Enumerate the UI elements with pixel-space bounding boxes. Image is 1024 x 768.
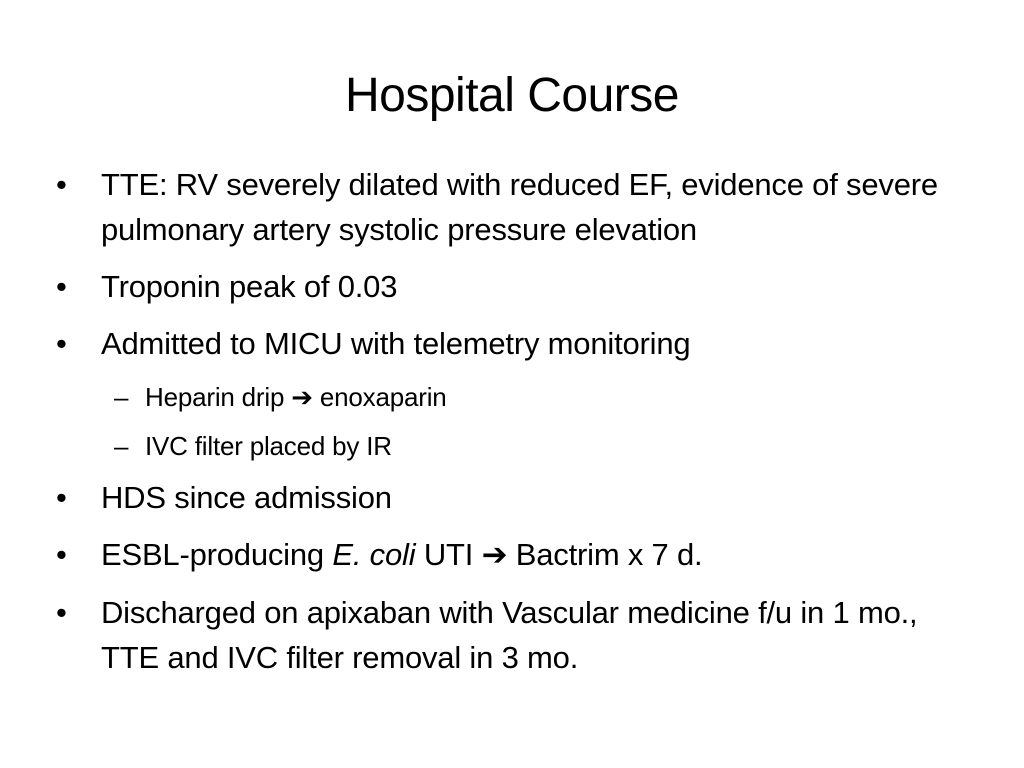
bullet-item-esbl	[56, 532, 956, 578]
bullet-text: HDS since admission	[101, 480, 392, 515]
bullet-text: Troponin peak of 0.03	[101, 269, 398, 304]
bullet-marker: •	[56, 480, 67, 515]
bullet-item-tte	[56, 162, 941, 252]
sub-bullet-item-ivc	[56, 423, 956, 469]
bullet-item-hds	[56, 475, 956, 520]
sub-bullet-text-pre: Heparin drip	[145, 382, 292, 412]
slide-title: Hospital Course	[345, 69, 679, 122]
bullet-text-mid: UTI	[415, 537, 482, 572]
bullet-text: Discharged on apixaban with Vascular medicine f/u in 1 mo., TTE and IVC filter removal in 3 mo.	[101, 595, 918, 675]
bullet-marker: •	[56, 269, 67, 304]
bullet-marker: •	[56, 595, 67, 630]
dash-marker: –	[114, 431, 129, 461]
sub-bullet-text: IVC filter placed by IR	[145, 431, 392, 461]
bullet-text-pre: ESBL-producing	[101, 537, 333, 572]
sub-bullet-text-post: enoxaparin	[312, 382, 447, 412]
bullet-item-troponin	[56, 264, 956, 309]
right-arrow-icon: ➔	[481, 537, 508, 573]
dash-marker: –	[114, 382, 129, 412]
sub-bullet-item-heparin	[56, 374, 956, 421]
bullet-text: TTE: RV severely dilated with reduced EF, evidence of severe pulmonary artery systolic pressure elevation	[101, 167, 938, 247]
bullet-marker: •	[56, 326, 67, 361]
right-arrow-icon: ➔	[291, 383, 313, 413]
bullet-text-post: Bactrim x 7 d.	[507, 537, 703, 572]
bullet-marker: •	[56, 167, 67, 202]
slide-body	[56, 162, 956, 692]
bullet-item-admitted	[56, 321, 956, 366]
bullet-text-italic: E. coli	[332, 537, 416, 572]
bullet-marker: •	[56, 537, 67, 572]
bullet-text: Admitted to MICU with telemetry monitoring	[101, 326, 691, 361]
bullet-item-discharged	[56, 590, 981, 680]
